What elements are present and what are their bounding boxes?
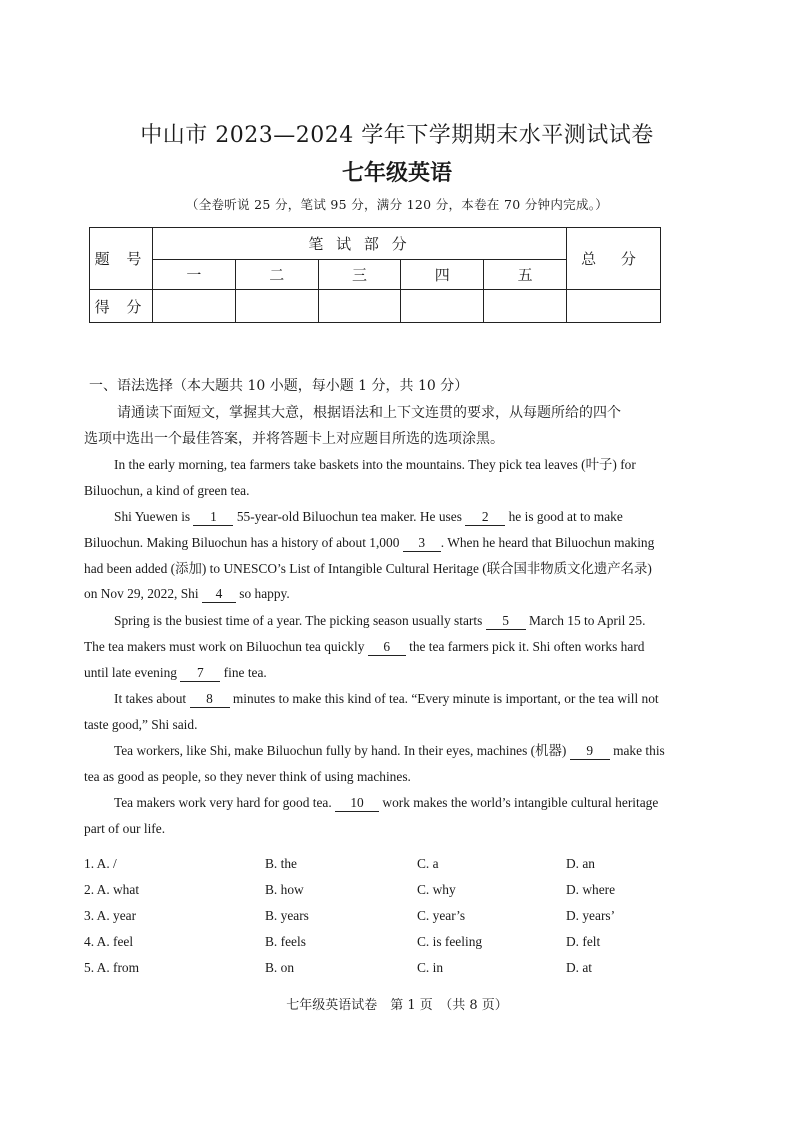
option-2b: B. how	[265, 882, 304, 897]
score-cell-3	[318, 290, 401, 323]
page-footer: 七年级英语试卷 第 1 页 （共 8 页）	[286, 998, 508, 1013]
option-1d: D. an	[566, 856, 596, 871]
blank-5: 5	[486, 613, 526, 630]
section-heading: 一、语法选择（本大题共 10 小题，每小题 1 分，共 10 分）	[89, 378, 469, 394]
passage-paragraph-5: Tea workers, like Shi, make Biluochun fully by hand. In their eyes, machines (机器) 9 make this tea as good as people, so they never think of using machines.	[84, 743, 665, 784]
option-5d: D. at	[566, 960, 593, 975]
blank-2: 2	[465, 509, 505, 526]
blank-9: 9	[570, 743, 610, 760]
passage-paragraph-4: It takes about 8 minutes to make this kind of tea. “Every minute is important, or the tea will not taste good,” Shi said.	[84, 691, 659, 732]
blank-6: 6	[368, 639, 406, 656]
instruction-line-2: 选项中选出一个最佳答案，并将答题卡上对应题目所选的选项涂黑。	[84, 431, 504, 447]
option-1b: B. the	[265, 856, 297, 871]
option-5a: 5. A. from	[84, 960, 140, 975]
option-2d: D. where	[566, 882, 616, 897]
score-cell-2	[235, 290, 318, 323]
option-4c: C. is feeling	[417, 934, 483, 949]
score-table-written-part: 笔 试 部 分	[153, 228, 567, 260]
option-3c: C. year’s	[417, 908, 466, 923]
option-2c: C. why	[417, 882, 456, 897]
score-cell-4	[401, 290, 484, 323]
score-table	[89, 227, 661, 323]
score-cell-1	[153, 290, 236, 323]
score-table-part-3: 三	[318, 260, 401, 290]
score-cell-total	[567, 290, 661, 323]
option-1a: 1. A. /	[84, 856, 117, 871]
option-4a: 4. A. feel	[84, 934, 134, 949]
score-table-score-label: 得 分	[90, 290, 153, 323]
exam-note: （全卷听说 25 分，笔试 95 分，满分 120 分，本卷在 70 分钟内完成。）	[185, 197, 609, 212]
passage-paragraph-2: Shi Yuewen is 1 55-year-old Biluochun tea maker. He uses 2 he is good at to make Biluochun. Making Biluochun has a history of about 1,000 3 . When he heard that Biluochun making had been added (添加) to UNESCO’s List of Intangible Cultural Heritage (联合国非物质文化遗产名录) on Nov 29, 2022, Shi 4 so happy.	[84, 509, 655, 602]
blank-3: 3	[403, 535, 441, 552]
blank-7: 7	[180, 665, 220, 682]
passage-paragraph-6: Tea makers work very hard for good tea. 10 work makes the world’s intangible cultural heritage part of our life.	[84, 795, 659, 836]
instruction-line-1: 请通读下面短文，掌握其大意，根据语法和上下文连贯的要求，从每题所给的四个	[117, 405, 621, 421]
option-5b: B. on	[265, 960, 295, 975]
score-table-part-4: 四	[401, 260, 484, 290]
exam-subject: 七年级英语	[341, 160, 452, 186]
score-cell-5	[484, 290, 567, 323]
option-4b: B. feels	[265, 934, 306, 949]
score-table-part-5: 五	[484, 260, 567, 290]
option-3b: B. years	[265, 908, 309, 923]
score-table-total: 总 分	[567, 228, 661, 290]
option-1c: C. a	[417, 856, 439, 871]
option-5c: C. in	[417, 960, 444, 975]
option-4d: D. felt	[566, 934, 601, 949]
score-table-header-number: 题 号	[90, 228, 153, 290]
option-2a: 2. A. what	[84, 882, 140, 897]
score-table-part-1: 一	[153, 260, 236, 290]
option-3a: 3. A. year	[84, 908, 137, 923]
blank-4: 4	[202, 586, 236, 603]
blank-8: 8	[190, 691, 230, 708]
passage-paragraph-3: Spring is the busiest time of a year. The picking season usually starts 5 March 15 to April 25. The tea makers must work on Biluochun tea quickly 6 the tea farmers pick it. Shi often works hard until late evening 7 fine tea.	[84, 613, 646, 680]
passage-paragraph-1: In the early morning, tea farmers take baskets into the mountains. They pick tea leaves (叶子) for Biluochun, a kind of green tea.	[84, 457, 636, 498]
blank-1: 1	[193, 509, 233, 526]
option-3d: D. years’	[566, 908, 616, 923]
exam-title: 中山市 2023—2024 学年下学期期末水平测试试卷	[140, 123, 654, 148]
score-table-part-2: 二	[235, 260, 318, 290]
blank-10: 10	[335, 795, 379, 812]
